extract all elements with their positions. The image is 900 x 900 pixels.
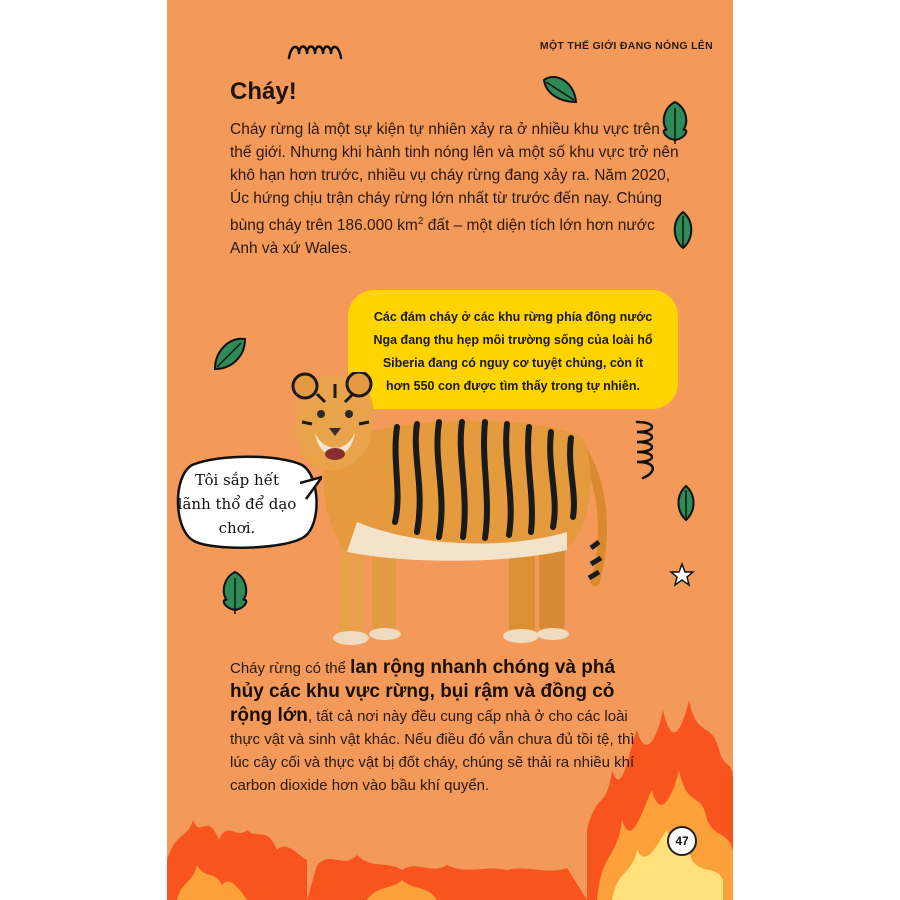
tiger-illustration xyxy=(277,372,627,650)
intro-paragraph: Cháy rừng là một sự kiện tự nhiên xảy ra ở nhiều khu vực trên thế giới. Nhưng khi hành tinh nóng lên và một số khu vực trở nên khô hạn hơn trước, nhiều vụ cháy rừng đang xảy ra. Năm 2020, Úc hứng chịu trận cháy rừng lớn nhất từ trước đến nay. Chúng bùng cháy trên 186.000 $km^2$ đất – một diện tích lớn hơn nước Anh và xứ Wales. xyxy=(230,121,679,258)
leaf-icon xyxy=(540,72,580,106)
star-icon xyxy=(669,562,695,588)
leaf-icon xyxy=(217,568,253,616)
fact-callout-text: Các đám cháy ở các khu rừng phía đông nước Nga đang thu hẹp môi trường sống của loài hổ Siberia đang có nguy cơ tuyệt chủng, còn ít hơn 550 con được tìm thấy trong tự nhiên. xyxy=(373,310,653,393)
spring-doodle-icon xyxy=(629,418,665,482)
section-title: Cháy! xyxy=(230,78,297,105)
book-page xyxy=(167,0,733,900)
emphasis-text: lan rộng nhanh chóng và phá hủy các khu vực rừng, bụi rậm và đồng cỏ rộng lớn xyxy=(230,657,616,726)
body-paragraph: Cháy rừng có thể lan rộng nhanh chóng và phá hủy các khu vực rừng, bụi rậm và đồng cỏ rộng lớn, tất cả nơi này đều cung cấp nhà ở cho các loài thực vật và sinh vật khác. Nếu điều đó vẫn chưa đủ tồi tệ, thì lúc cây cối và thực vật bị đốt cháy, chúng sẽ thải ra nhiều khí carbon dioxide hơn vào bầu khí quyển. xyxy=(230,657,635,794)
leaf-icon xyxy=(673,484,699,522)
running-header: MỘT THẾ GIỚI ĐANG NÓNG LÊN xyxy=(539,40,713,52)
page-number: 47 xyxy=(667,826,697,856)
speech-bubble-text: Tôi sắp hết lãnh thổ để dạo chơi. xyxy=(177,471,297,537)
leaf-icon xyxy=(211,335,249,373)
squiggle-doodle-icon xyxy=(285,38,349,66)
